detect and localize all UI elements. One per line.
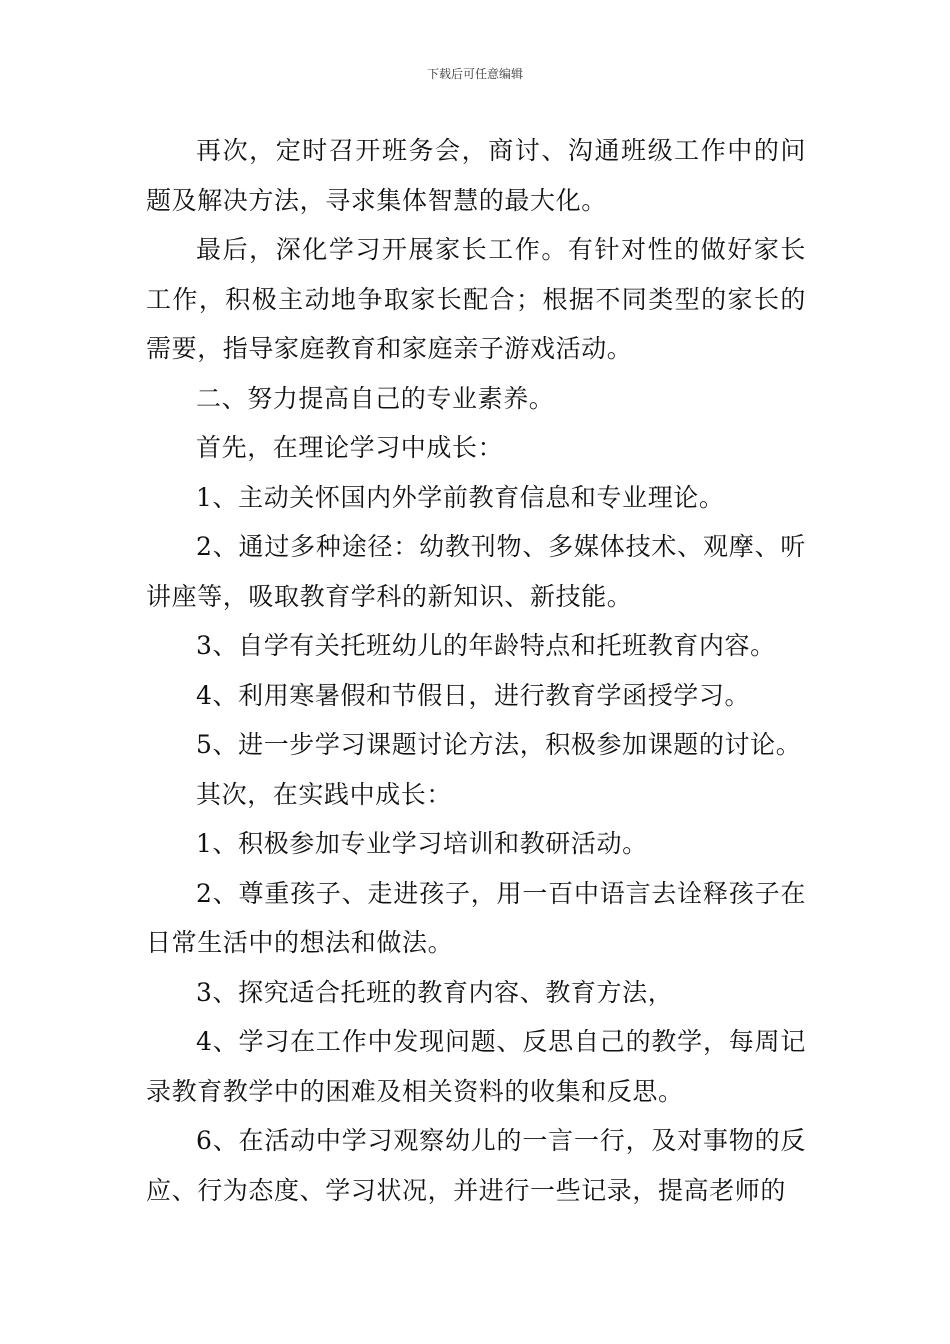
list-item: 5、进一步学习课题讨论方法，积极参加课题的讨论。 <box>196 730 802 759</box>
section-heading: 二、努力提高自己的专业素养。 <box>196 383 555 413</box>
list-item: 3、自学有关托班幼儿的年龄特点和托班教育内容。 <box>196 631 776 660</box>
list-item: 1、主动关怀国内外学前教育信息和专业理论。 <box>196 482 725 512</box>
document-body <box>146 126 806 1215</box>
list-item: 3、探究适合托班的教育内容、教育方法， <box>196 977 674 1007</box>
list-item: 6、在活动中学习观察幼儿的一言一行，及对事物的反应、行为态度、学习状况，并进行一些记录，提高老师的 <box>146 1126 806 1205</box>
subsection-practice: 其次，在实践中成长： <box>196 779 453 809</box>
list-item: 1、积极参加专业学习培训和教研活动。 <box>196 829 648 858</box>
paragraph-1: 再次，定时召开班务会，商讨、沟通班级工作中的问题及解决方法，寻求集体智慧的最大化。 <box>146 136 806 215</box>
subsection-theory: 首先，在理论学习中成长： <box>196 433 504 462</box>
list-item: 2、尊重孩子、走进孩子，用一百中语言去诠释孩子在日常生活中的想法和做法。 <box>146 878 806 957</box>
list-item: 4、利用寒暑假和节假日，进行教育学函授学习。 <box>196 680 751 710</box>
list-item: 4、学习在工作中发现问题、反思自己的教学，每周记录教育教学中的困难及相关资料的收集和反思。 <box>146 1027 806 1106</box>
page-header: 下载后可任意编辑 <box>426 67 523 81</box>
list-item: 2、通过多种途径：幼教刊物、多媒体技术、观摩、听讲座等，吸取教育学科的新知识、新技能。 <box>146 532 806 611</box>
paragraph-2: 最后，深化学习开展家长工作。有针对性的做好家长工作，积极主动地争取家长配合；根据不同类型的家长的需要，指导家庭教育和家庭亲子游戏活动。 <box>146 235 806 363</box>
